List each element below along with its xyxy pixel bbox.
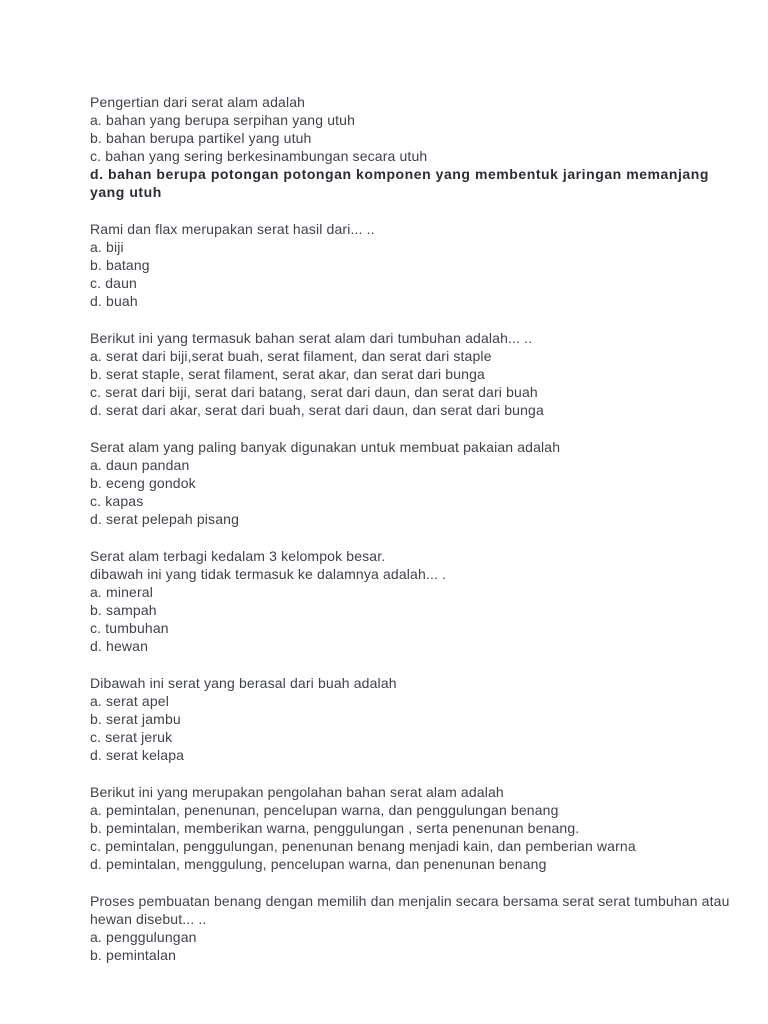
answer-option: a. biji — [90, 239, 124, 255]
question-block — [90, 547, 740, 655]
answer-option: d. buah — [90, 293, 138, 309]
answer-option: b. serat jambu — [90, 711, 181, 727]
answer-option: c. serat jeruk — [90, 729, 173, 745]
answer-option: d. serat pelepah pisang — [90, 511, 240, 527]
question-stem: Pengertian dari serat alam adalah — [90, 94, 306, 110]
question-stem: Berikut ini yang termasuk bahan serat alam dari tumbuhan adalah... .. — [90, 330, 533, 346]
answer-option: b. pemintalan — [90, 947, 177, 963]
question-block — [90, 438, 740, 528]
answer-option: d. serat dari akar, serat dari buah, serat dari daun, dan serat dari bunga — [90, 402, 544, 418]
answer-option: b. pemintalan, memberikan warna, penggulungan , serta penenunan benang. — [90, 820, 580, 836]
question-block — [90, 783, 740, 873]
question-block — [90, 93, 740, 201]
answer-option: d. serat kelapa — [90, 747, 185, 763]
quiz-document — [90, 93, 740, 983]
answer-option: a. pemintalan, penenunan, pencelupan warna, dan penggulungan benang — [90, 802, 559, 818]
question-stem: Dibawah ini serat yang berasal dari buah adalah — [90, 675, 397, 691]
question-stem: Rami dan flax merupakan serat hasil dari... .. — [90, 221, 375, 237]
question-stem: Berikut ini yang merupakan pengolahan bahan serat alam adalah — [90, 784, 504, 800]
answer-option: b. batang — [90, 257, 150, 273]
question-stem: dibawah ini yang tidak termasuk ke dalamnya adalah... . — [90, 566, 447, 582]
question-block — [90, 220, 740, 310]
answer-option: c. daun — [90, 275, 137, 291]
question-block — [90, 892, 740, 964]
answer-option: a. serat apel — [90, 693, 169, 709]
answer-option: c. bahan yang sering berkesinambungan secara utuh — [90, 148, 428, 164]
question-stem: Serat alam yang paling banyak digunakan untuk membuat pakaian adalah — [90, 439, 561, 455]
answer-option: b. eceng gondok — [90, 475, 196, 491]
question-block — [90, 329, 740, 419]
answer-option: d. pemintalan, menggulung, pencelupan warna, dan penenunan benang — [90, 856, 547, 872]
question-stem: Serat alam terbagi kedalam 3 kelompok besar. — [90, 548, 386, 564]
answer-option: a. serat dari biji,serat buah, serat filament, dan serat dari staple — [90, 348, 492, 364]
answer-option: a. mineral — [90, 584, 153, 600]
answer-option: c. kapas — [90, 493, 144, 509]
answer-option: d. hewan — [90, 638, 149, 654]
answer-option: c. pemintalan, penggulungan, penenunan benang menjadi kain, dan pemberian warna — [90, 838, 636, 854]
answer-option: a. penggulungan — [90, 929, 197, 945]
answer-option: a. bahan yang berupa serpihan yang utuh — [90, 112, 356, 128]
answer-option: a. daun pandan — [90, 457, 190, 473]
answer-option: b. serat staple, serat filament, serat akar, dan serat dari bunga — [90, 366, 485, 382]
answer-option: c. tumbuhan — [90, 620, 169, 636]
answer-option: c. serat dari biji, serat dari batang, serat dari daun, dan serat dari buah — [90, 384, 538, 400]
answer-option: b. bahan berupa partikel yang utuh — [90, 130, 312, 146]
answer-option-highlighted: d. bahan berupa potongan potongan komponen yang membentuk jaringan memanjang yang utuh — [90, 166, 709, 200]
answer-option: b. sampah — [90, 602, 157, 618]
question-stem: Proses pembuatan benang dengan memilih dan menjalin secara bersama serat serat tumbuhan atau hewan disebut... .. — [90, 893, 730, 927]
question-block — [90, 674, 740, 764]
